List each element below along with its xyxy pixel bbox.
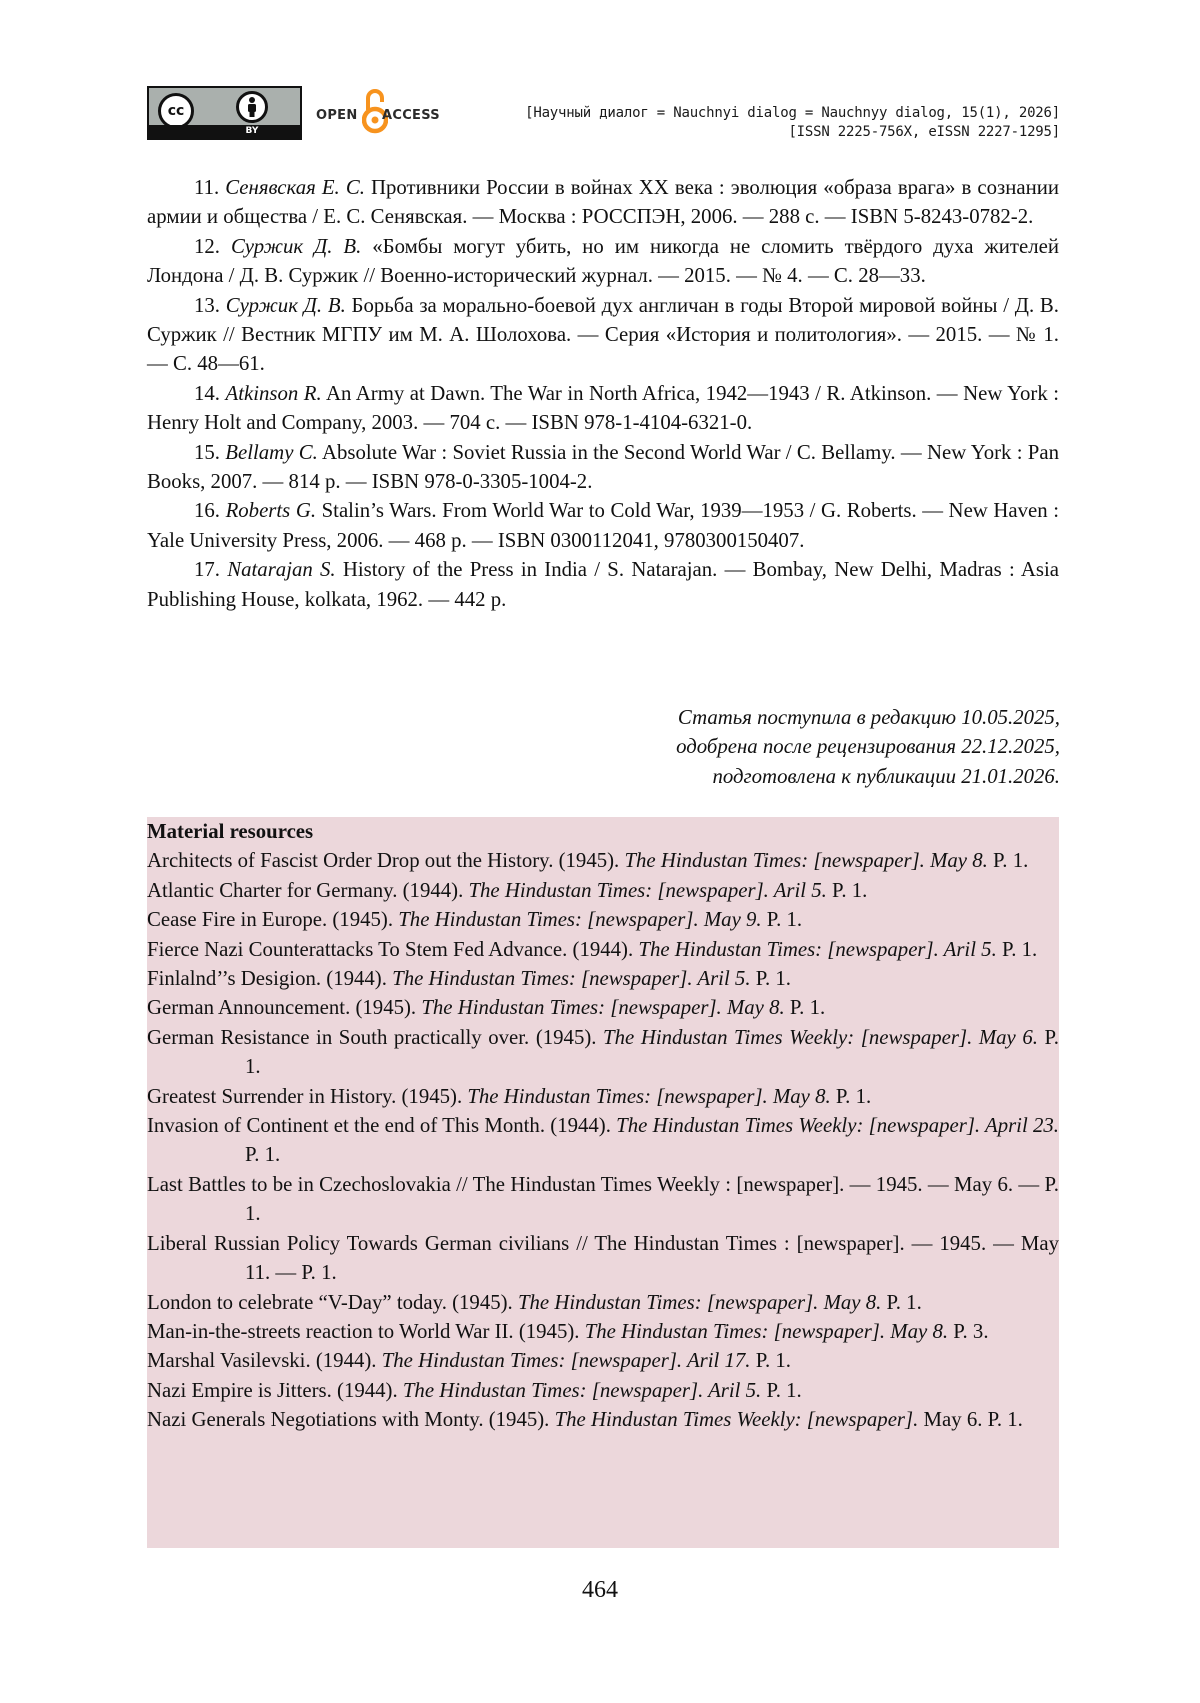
material-item: Invasion of Continent et the end of This Month. (1944). The Hindustan Times Weekly: [newspaper]. April 23. P. 1. — [147, 1114, 1059, 1167]
open-access-open-label: OPEN — [316, 108, 358, 123]
material-item: Fierce Nazi Counterattacks To Stem Fed Advance. (1944). The Hindustan Times: [newspaper]. Aril 5. P. 1. — [147, 937, 1038, 961]
open-access-access-label: ACCESS — [382, 108, 440, 123]
material-resources-title: Material resources — [147, 820, 314, 843]
journal-citation — [525, 104, 1060, 142]
reference-item: 14. Atkinson R. An Army at Dawn. The War in North Africa, 1942—1943 / R. Atkinson. — New York : Henry Holt and Company, 2003. — 704 с. — ISBN 978-1-4104-6321-0. — [147, 381, 1060, 435]
approved-date-line: одобрена после рецензирования 22.12.2025, — [676, 735, 1060, 759]
material-item: Marshal Vasilevski. (1944). The Hindustan Times: [newspaper]. Aril 17. P. 1. — [147, 1349, 791, 1373]
reference-author: Natarajan S. — [227, 558, 336, 582]
material-item: Man-in-the-streets reaction to World War II. (1945). The Hindustan Times: [newspaper]. May 8. P. 3. — [147, 1319, 989, 1343]
material-item: German Announcement. (1945). The Hindustan Times: [newspaper]. May 8. P. 1. — [147, 996, 826, 1020]
reference-author: Суржик Д. В. — [230, 234, 362, 258]
reference-author: Суржик Д. В. — [225, 293, 346, 317]
material-item: Cease Fire in Europe. (1945). The Hindustan Times: [newspaper]. May 9. P. 1. — [147, 908, 803, 932]
journal-title-line: [Научный диалог = Nauchnyi dialog = Nauchnyy dialog, 15(1), 2026] — [525, 105, 1060, 121]
material-item: Liberal Russian Policy Towards German civilians // The Hindustan Times : [newspaper]. — 1945. — May 11. — P. 1. — [147, 1231, 1059, 1285]
material-item: Nazi Generals Negotiations with Monty. (1945). The Hindustan Times Weekly: [newspaper]. May 6. P. 1. — [147, 1408, 1023, 1432]
page-number: 464 — [582, 1577, 618, 1603]
reference-list — [147, 173, 1059, 614]
reference-item: 11. Сенявская Е. С. Противники России в войнах XX века : эволюция «образа врага» в сознании армии и общества / Е. С. Сенявская. — Москва : РОССПЭН, 2006. — 288 с. — ISBN 5-8243-0782-2. — [147, 176, 1059, 229]
received-date-line: Статья поступила в редакцию 10.05.2025, — [677, 706, 1060, 729]
reference-author: Roberts G. — [225, 499, 317, 523]
material-item: Last Battles to be in Czechoslovakia // The Hindustan Times Weekly : [newspaper]. — 1945. — May 6. — P. 1. — [147, 1172, 1059, 1226]
journal-issn-line: [ISSN 2225-756X, eISSN 2227-1295] — [788, 124, 1060, 140]
material-item: Atlantic Charter for Germany. (1944). The Hindustan Times: [newspaper]. Aril 5. P. 1. — [147, 878, 868, 902]
open-access-logo[interactable] — [316, 86, 456, 138]
by-strip — [149, 125, 300, 138]
material-resources-section — [147, 817, 1059, 1548]
reference-author: Bellamy C. — [225, 440, 318, 464]
reference-author: Atkinson R. — [225, 381, 322, 405]
article-dates — [676, 703, 1060, 791]
prepared-date-line: подготовлена к публикации 21.01.2026. — [712, 764, 1060, 788]
reference-item: 13. Суржик Д. В. Борьба за морально-боевой дух англичан в годы Второй мировой войны / Д. В. Суржик // Вестник МГПУ им М. А. Шолохова. — Серия «История и политология». — 2015. — № 1. — С. 48—61. — [147, 293, 1059, 376]
reference-author: Сенявская Е. С. — [225, 176, 365, 199]
reference-item: 17. Natarajan S. History of the Press in India / S. Natarajan. — Bombay, New Delhi, Madras : Asia Publishing House, kolkata, 1962. — 442 p. — [147, 558, 1059, 611]
reference-item: 15. Bellamy C. Absolute War : Soviet Russia in the Second World War / C. Bellamy. — New York : Pan Books, 2007. — 814 p. — ISBN 978-0-3305-1004-2. — [147, 440, 1059, 494]
material-item: Nazi Empire is Jitters. (1944). The Hindustan Times: [newspaper]. Aril 5. P. 1. — [147, 1378, 802, 1402]
material-item: German Resistance in South practically over. (1945). The Hindustan Times Weekly: [newspaper]. May 6. P. 1. — [147, 1025, 1059, 1079]
material-item: Greatest Surrender in History. (1945). The Hindustan Times: [newspaper]. May 8. P. 1. — [147, 1084, 872, 1108]
material-item: London to celebrate “V-Day” today. (1945). The Hindustan Times: [newspaper]. May 8. P. 1. — [147, 1290, 922, 1314]
reference-item: 12. Суржик Д. В. «Бомбы могут убить, но им никогда не сломить твёрдого духа жителей Лондона / Д. В. Суржик // Военно-исторический журнал. — 2015. — № 4. — С. 28—33. — [147, 234, 1059, 288]
by-label: BY — [245, 126, 259, 136]
attribution-person-icon — [236, 91, 268, 123]
cc-by-license-badge[interactable] — [147, 86, 302, 140]
reference-item: 16. Roberts G. Stalin’s Wars. From World War to Cold War, 1939—1953 / G. Roberts. — New Haven : Yale University Press, 2006. — 468 p. — ISBN 0300112041, 9780300150407. — [147, 499, 1059, 552]
material-item: Finlalnd’’s Desigion. (1944). The Hindustan Times: [newspaper]. Aril 5. P. 1. — [147, 967, 791, 991]
material-item: Architects of Fascist Order Drop out the History. (1945). The Hindustan Times: [newspaper]. May 8. P. 1. — [147, 849, 1029, 873]
cc-icon: cc — [158, 93, 194, 129]
